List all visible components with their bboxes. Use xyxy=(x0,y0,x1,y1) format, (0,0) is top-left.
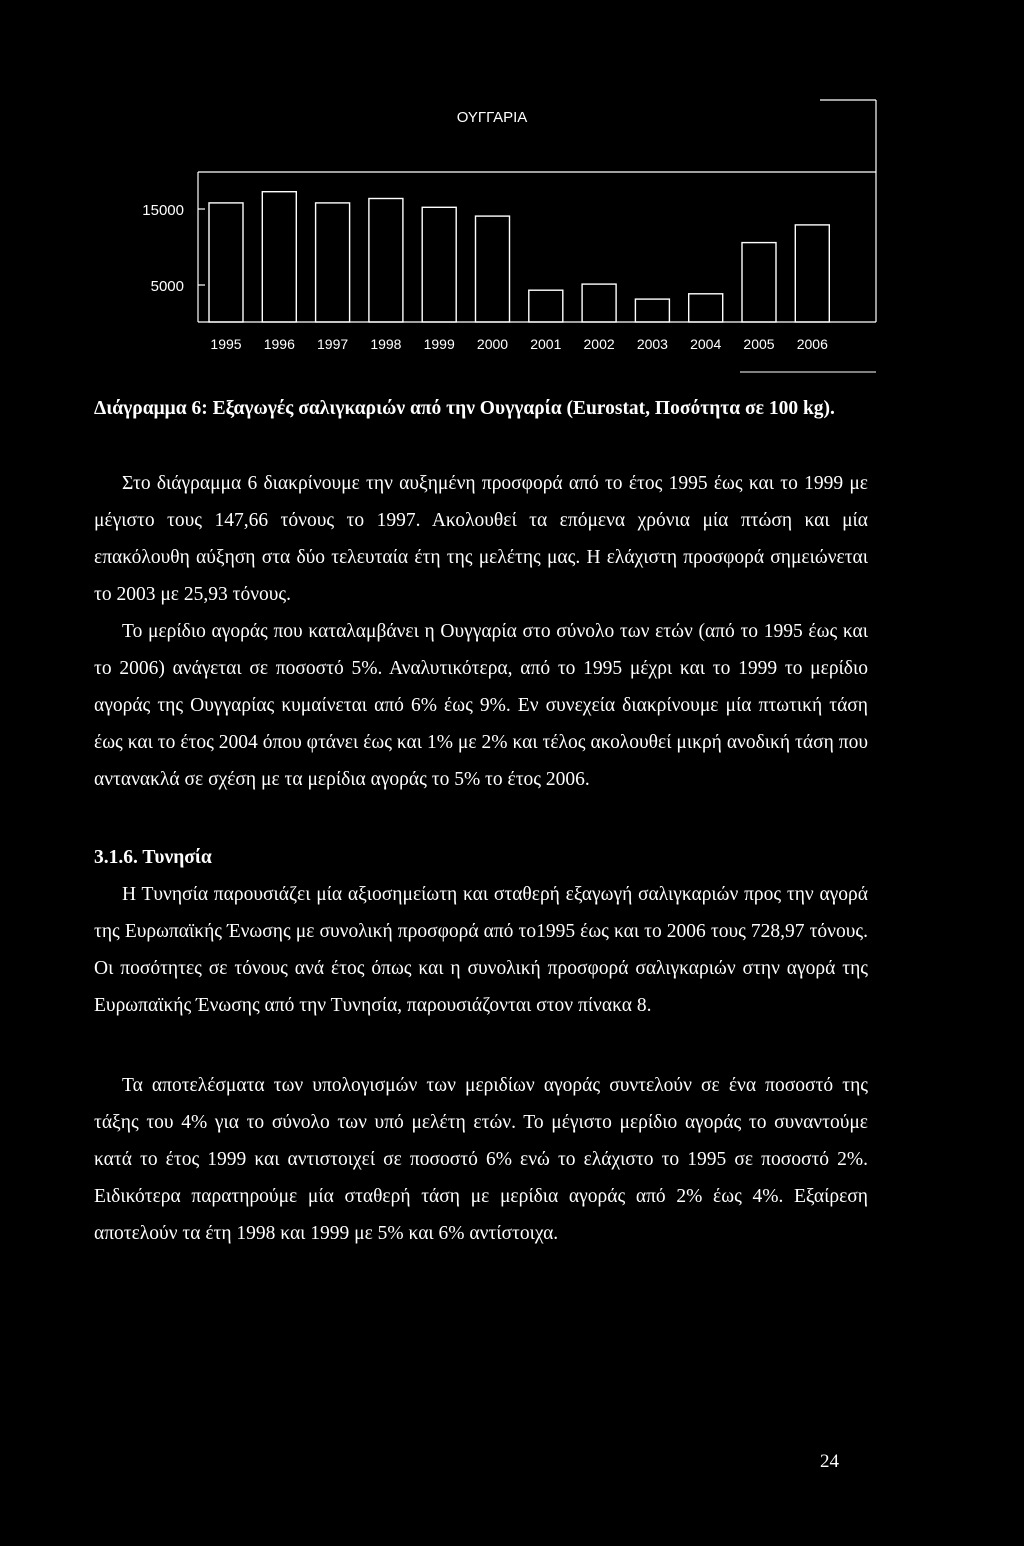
page-number: 24 xyxy=(820,1451,839,1472)
y-tick-label-5000: 5000 xyxy=(150,278,184,295)
paragraph-1: Στο διάγραμμα 6 διακρίνουμε την αυξημένη προσφορά από το έτος 1995 έως και το 1999 με μέγιστο τους 147,66 τόνους το 1997. Ακολουθεί τα επόμενα χρόνια μία πτώση και μία επακόλουθη αύξηση στα δύο τελευταία έτη της μελέτης μας. Η ελάχιστη προσφορά σημειώνεται το 2003 με 25,93 τόνους. xyxy=(94,473,868,605)
bars-group xyxy=(209,192,829,322)
bar-2005 xyxy=(742,243,776,322)
chart-svg xyxy=(0,0,1024,380)
x-tick-label-2003: 2003 xyxy=(636,336,668,352)
bar-1995 xyxy=(209,203,243,322)
x-tick-label-1997: 1997 xyxy=(317,336,349,352)
chart-title: ΟΥΓΓΑΡΙΑ xyxy=(456,109,528,126)
bar-chart xyxy=(0,0,1024,380)
bar-1997 xyxy=(316,203,350,322)
x-tick-label-1998: 1998 xyxy=(370,336,402,352)
bar-1998 xyxy=(369,199,403,323)
paragraph-3: Η Τυνησία παρουσιάζει μία αξιοσημείωτη και σταθερή εξαγωγή σαλιγκαριών προς την αγορά της Ευρωπαϊκής Ένωσης με συνολική προσφορά από το1995 έως και το 2006 τους 728,97 τόνους. Οι ποσότητες σε τόνους ανά έτος όπως και η συνολική προσφορά σαλιγκαριών στην αγορά της Ευρωπαϊκής Ένωσης από την Τυνησία, παρουσιάζονται στον πίνακα 8. xyxy=(94,884,868,1016)
figure-caption: Διάγραμμα 6: Εξαγωγές σαλιγκαριών από την Ουγγαρία (Eurostat, Ποσότητα σε 100 kg). xyxy=(94,398,835,419)
x-tick-label-2001: 2001 xyxy=(530,336,562,352)
x-tick-label-1999: 1999 xyxy=(423,336,455,352)
bar-2006 xyxy=(795,225,829,322)
bar-2003 xyxy=(635,299,669,322)
bar-1999 xyxy=(422,207,456,322)
bar-2001 xyxy=(529,290,563,322)
y-tick-label-15000: 15000 xyxy=(142,202,184,219)
paragraph-2: Το μερίδιο αγοράς που καταλαμβάνει η Ουγγαρία στο σύνολο των ετών (από το 1995 έως και το 2006) ανάγεται σε ποσοστό 5%. Αναλυτικότερα, από το 1995 μέχρι και το 1999 το μερίδιο αγοράς της Ουγγαρίας κυμαίνεται από 6% έως 9%. Εν συνεχεία διακρίνουμε μία πτωτική τάση έως και το έτος 2004 όπου φτάνει έως και 1% με 2% και τέλος ακολουθεί μικρή ανοδική τάση που αντανακλά σε σχέση με τα μερίδια αγοράς το 5% το έτος 2006. xyxy=(94,621,868,790)
x-tick-label-2002: 2002 xyxy=(583,336,615,352)
x-tick-label-2004: 2004 xyxy=(690,336,722,352)
paragraph-4: Τα αποτελέσματα των υπολογισμών των μεριδίων αγοράς συντελούν σε ένα ποσοστό της τάξης του 4% για το σύνολο των υπό μελέτη ετών. Το μέγιστο μερίδιο αγοράς το συναντούμε κατά το έτος 1999 και αντιστοιχεί σε ποσοστό 6% ενώ το ελάχιστο το 1995 σε ποσοστό 2%. Ειδικότερα παρατηρούμε μία σταθερή τάση με μερίδια αγοράς από 2% έως 4%. Εξαίρεση αποτελούν τα έτη 1998 και 1999 με 5% και 6% αντίστοιχα. xyxy=(94,1075,868,1244)
x-tick-label-2005: 2005 xyxy=(743,336,775,352)
x-tick-labels-group xyxy=(210,336,828,352)
bar-2000 xyxy=(476,216,510,322)
section-heading: 3.1.6. Τυνησία xyxy=(94,847,212,868)
x-tick-label-2000: 2000 xyxy=(476,336,509,352)
bar-1996 xyxy=(262,192,296,322)
x-tick-label-2006: 2006 xyxy=(796,336,828,352)
bar-2004 xyxy=(689,294,723,322)
x-tick-label-1995: 1995 xyxy=(210,336,242,352)
bar-2002 xyxy=(582,284,616,322)
x-tick-label-1996: 1996 xyxy=(263,336,295,352)
